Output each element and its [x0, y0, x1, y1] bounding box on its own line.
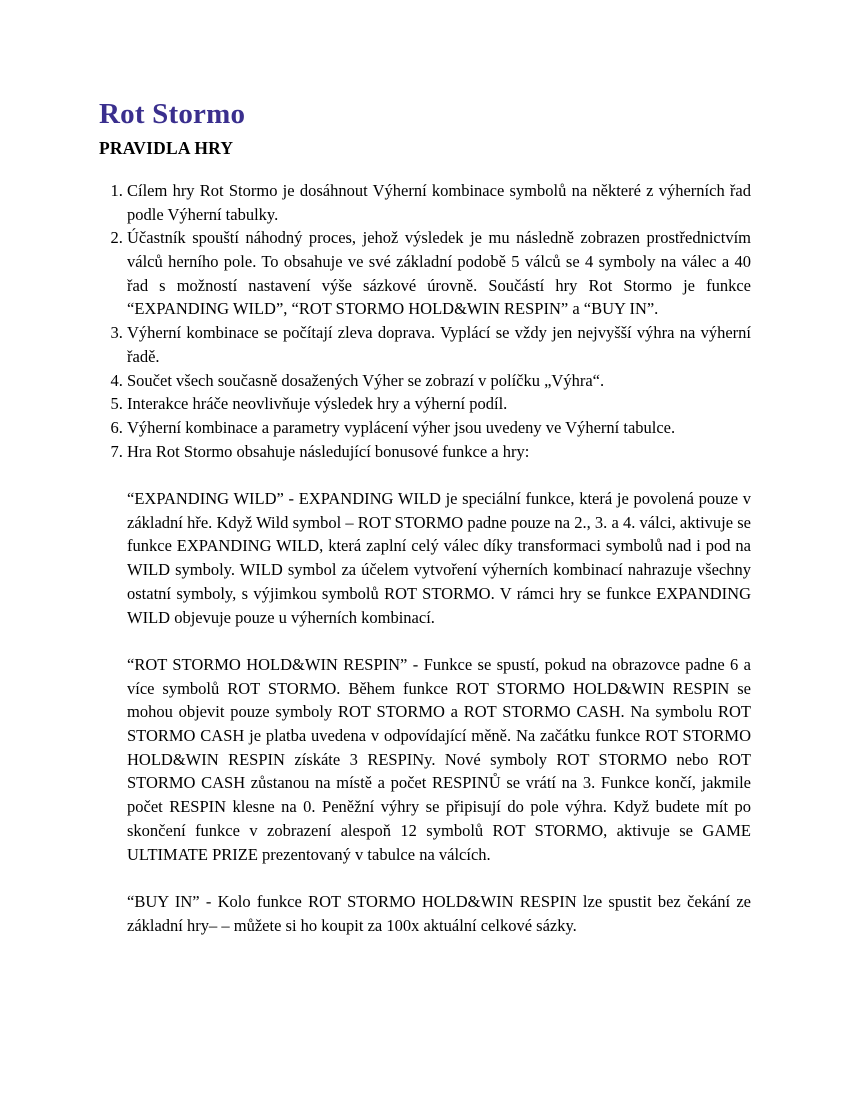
rule-item-7: 7. Hra Rot Stormo obsahuje následující bonusové funkce a hry: [127, 440, 751, 464]
rules-list [99, 179, 751, 463]
rule-item-4: 4. Součet všech současně dosažených Výher se zobrazí v políčku „Výhra“. [127, 369, 751, 393]
paragraph-expanding-wild: “EXPANDING WILD” - EXPANDING WILD je speciální funkce, která je povolená pouze v základní hře. Když Wild symbol – ROT STORMO padne pouze na 2., 3. a 4. válci, aktivuje se funkce EXPANDING WILD, která zaplní celý válec díky transformaci symbolů nad i pod na WILD symboly. WILD symbol za účelem vytvoření výherních kombinací nahrazuje všechny ostatní symboly, s výjimkou symbolů ROT STORMO. V rámci hry se funkce EXPANDING WILD objevuje pouze u výherních kombinací. [127, 489, 751, 627]
paragraph-holdwin-respin: “ROT STORMO HOLD&WIN RESPIN” - Funkce se spustí, pokud na obrazovce padne 6 a více symbolů ROT STORMO. Během funkce ROT STORMO HOLD&WIN RESPIN se mohou objevit pouze symboly ROT STORMO a ROT STORMO CASH. Na symbolu ROT STORMO CASH je platba uvedena v odpovídající měně. Na začátku funkce ROT STORMO HOLD&WIN RESPIN získáte 3 RESPINy. Nové symboly ROT STORMO nebo ROT STORMO CASH zůstanou na místě a počet RESPINŮ se vrátí na 3. Funkce končí, jakmile počet RESPIN klesne na 0. Peněžní výhry se připisují do pole výhra. Když budete mít po skončení funkce v zobrazení alespoň 12 symbolů ROT STORMO, aktivuje se GAME ULTIMATE PRIZE prezentovaný v tabulce na válcích. [127, 654, 751, 864]
rule-item-1: 1. Cílem hry Rot Stormo je dosáhnout Výherní kombinace symbolů na některé z výherních řad podle Výherní tabulky. [127, 179, 751, 226]
rule-item-2: 2. Účastník spouští náhodný proces, jehož výsledek je mu následně zobrazen prostřednictvím válců herního pole. To obsahuje ve své základní podobě 5 válců se 4 symboly na válec a 40 řad s možností nastavení výše sázkové úrovně. Součástí hry Rot Stormo je funkce “EXPANDING WILD”, “ROT STORMO HOLD&WIN RESPIN” a “BUY IN”. [127, 226, 751, 321]
paragraph-buy-in: “BUY IN” - Kolo funkce ROT STORMO HOLD&WIN RESPIN lze spustit bez čekání ze základní hry– – můžete si ho koupit za 100x aktuální celkové sázky. [127, 891, 751, 935]
feature-paragraphs [127, 487, 751, 937]
document-title: Rot Stormo [99, 98, 246, 130]
rule-item-5: 5. Interakce hráče neovlivňuje výsledek hry a výherní podíl. [127, 392, 751, 416]
rule-item-6: 6. Výherní kombinace a parametry vyplácení výher jsou uvedeny ve Výherní tabulce. [127, 416, 751, 440]
document-subtitle: PRAVIDLA HRY [99, 137, 234, 158]
rule-item-3: 3. Výherní kombinace se počítají zleva doprava. Vyplácí se vždy jen nejvyšší výhra na výherní řadě. [127, 321, 751, 368]
